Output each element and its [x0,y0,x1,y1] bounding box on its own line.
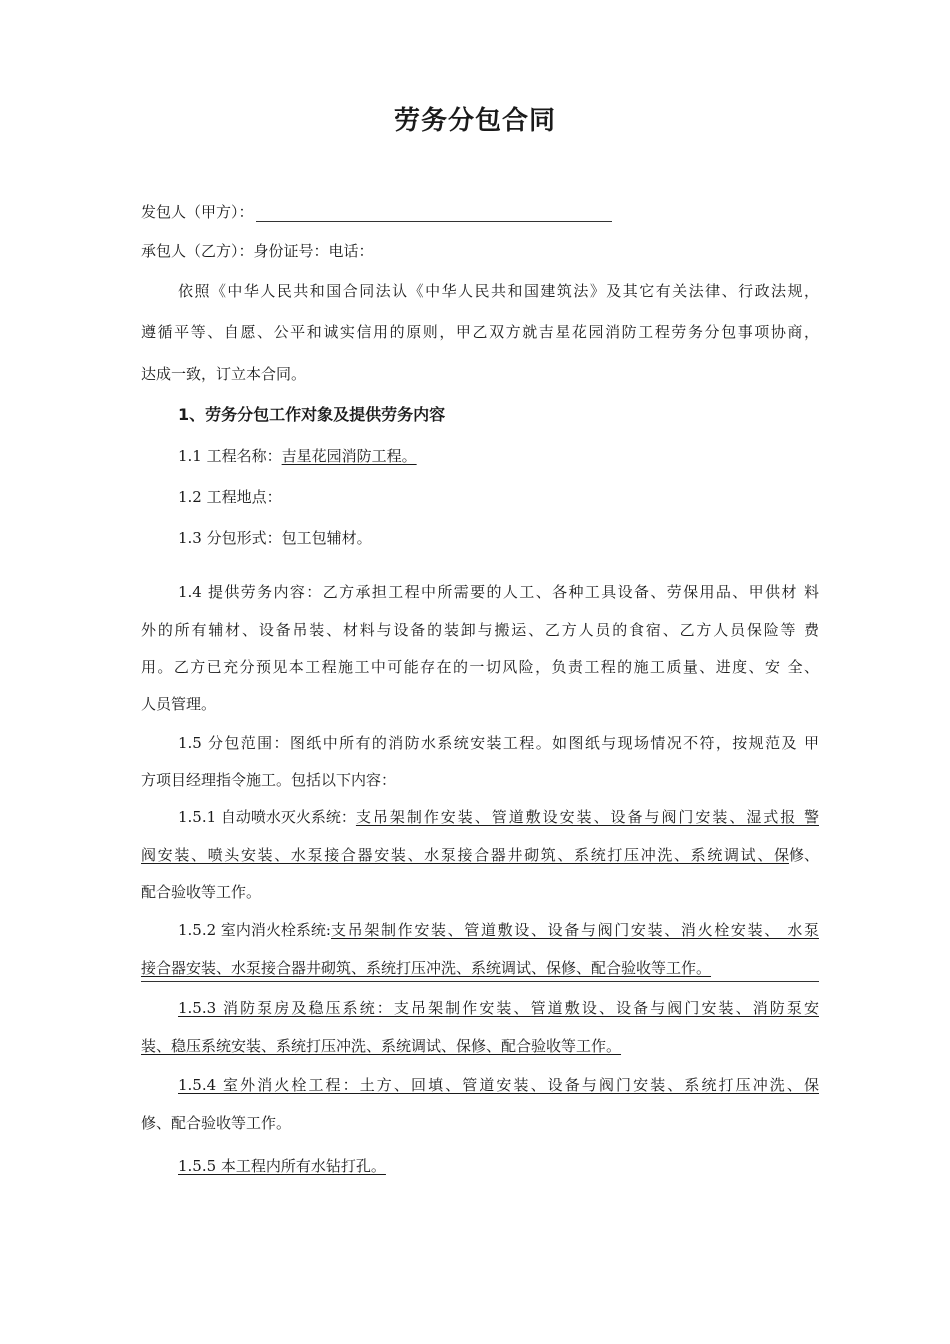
section-divider-line [141,981,819,982]
clause-1-5-3-text-2: 装、稳压系统安装、系统打压冲洗、系统调试、保修、配合验收等工作。 [141,1037,622,1055]
clause-1-5-1-line-3: 配合验收等工作。 [141,883,262,901]
clause-1-4-line-1: 1.4 提供劳务内容：乙方承担工程中所需要的人工、各种工具设备、劳保用品、甲供材 料 [178,583,819,601]
clause-1-5-5: 1.5.5 本工程内所有水钻打孔。 [178,1157,386,1175]
clause-1-5-4-line-1: 1.5.4 室外消火栓工程：土方、回填、管道安装、设备与阀门安装、系统打压冲洗、保 [178,1076,819,1094]
clause-1-4-line-2: 外的所有辅材、设备吊装、材料与设备的装卸与搬运、乙方人员的食宿、乙方人员保险等 费 [141,621,819,639]
clause-1-5-1-tail: 修、 [788,846,819,864]
clause-1-5-2-line-2 [141,958,819,978]
clause-1-5-1-text-2: 阀安装、喷头安装、水泵接合器安装、水泵接合器井砌筑、系统打压冲洗、系统调试、保 [141,846,789,864]
clause-1-5-line-2: 方项目经理指令施工。包括以下内容： [141,771,397,789]
clause-1-5-2-text-2: 接合器安装、水泵接合器井砌筑、系统打压冲洗、系统调试、保修、配合验收等工作。 [141,959,712,977]
clause-1-5-3-line-2 [141,1036,819,1056]
clause-1-1-label: 1.1 工程名称： [178,447,282,465]
clause-1-5-2-label: 1.5.2 室内消火栓系统: [178,921,331,939]
intro-line-3: 达成一致，订立本合同。 [141,365,307,383]
clause-1-3: 1.3 分包形式：包工包辅材。 [178,529,372,547]
section-1-heading: 1、劳务分包工作对象及提供劳务内容 [178,405,446,424]
clause-1-5-3-line-1: 1.5.3 消防泵房及稳压系统：支吊架制作安装、管道敷设、设备与阀门安装、消防泵安 [178,999,819,1017]
clause-1-5-2-line-1 [178,920,819,940]
party-a-line [141,202,819,222]
clause-1-2: 1.2 工程地点： [178,488,282,506]
party-a-label: 发包人（甲方）： [141,203,254,221]
party-a-blank [256,207,612,222]
intro-line-2: 遵循平等、自愿、公平和诚实信用的原则，甲乙双方就吉星花园消防工程劳务分包事项协商， [141,323,819,341]
clause-1-5-1-line-2 [141,845,819,865]
clause-1-5-line-1: 1.5 分包范围：图纸中所有的消防水系统安装工程。如图纸与现场情况不符，按规范及 甲 [178,734,819,752]
document-title: 劳务分包合同 [393,106,556,136]
clause-1-5-1-label: 1.5.1 自动喷水灭火系统： [178,808,356,826]
clause-1-1 [178,446,856,466]
clause-1-5-2-text: 支吊架制作安装、管道敷设、设备与阀门安装、消火栓安装、 水泵 [331,921,819,939]
clause-1-5-1-text: 支吊架制作安装、管道敷设安装、设备与阀门安装、湿式报 警 [355,808,819,826]
clause-1-4-line-3: 用。乙方已充分预见本工程施工中可能存在的一切风险，负责工程的施工质量、进度、安 全、 [141,658,819,676]
party-b-line: 承包人（乙方）：身份证号：电话： [141,242,374,260]
project-name-value: 吉星花园消防工程。 [281,447,417,465]
clause-1-5-4-line-2: 修、配合验收等工作。 [141,1114,292,1132]
clause-1-4-line-4: 人员管理。 [141,695,217,713]
intro-line-1: 依照《中华人民共和国合同法认《中华人民共和国建筑法》及其它有关法律、行政法规， [178,282,819,300]
clause-1-5-1-line-1 [178,807,819,827]
